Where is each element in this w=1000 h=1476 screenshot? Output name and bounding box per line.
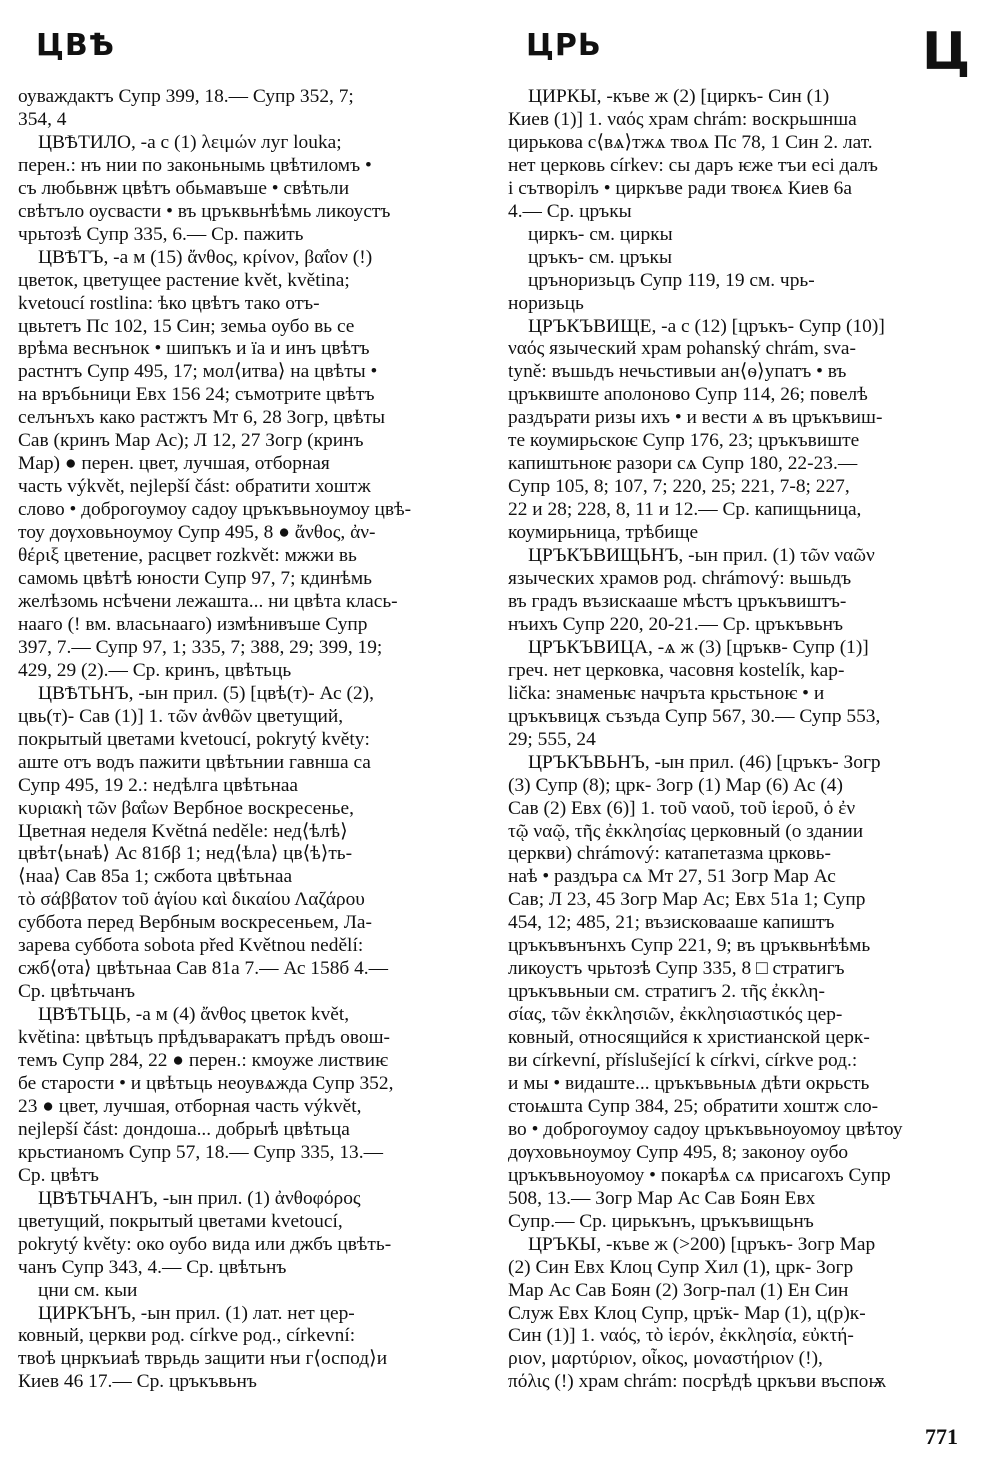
text-line: желѣзомь нсѣчени лежашта... ни цвѣта клась- xyxy=(18,590,398,612)
text-line: цръкъвицѫ съзъда Супр 567, 30.— Супр 553, xyxy=(508,705,881,727)
running-head-right: ЦРЬ xyxy=(526,28,602,63)
text-line: нет церковь církev: сы даръ ѥже тъи есі далъ xyxy=(508,154,878,176)
text-line: чанъ Супр 343, 4.— Ср. цвѣтьнъ xyxy=(18,1256,287,1278)
text-line: цни см. кыи xyxy=(38,1279,138,1301)
text-line: сжб⟨ота⟩ цвѣтьнаа Сав 81а 7.— Ас 158б 4.— xyxy=(18,958,389,980)
text-line: свѣтъло оусвасти • въ цръквьнѣѣмь ликоустъ xyxy=(18,200,391,222)
text-line: самомь цвѣтѣ юности Супр 97, 7; кдинѣмь xyxy=(18,568,373,590)
text-line: 22 и 28; 228, 8, 11 и 12.— Ср. капищьница, xyxy=(508,499,862,521)
text-line: крьстианомъ Супр 57, 18.— Супр 335, 13.— xyxy=(18,1141,383,1163)
text-line: ⟨наа⟩ Сав 85а 1; сжбота цвѣтьнаа xyxy=(18,866,293,888)
text-line: Цветная неделя Květná neděle: нед⟨ѣлѣ⟩ xyxy=(18,820,348,842)
text-line: ЦРЪКЪВИЩЕ, -а с (12) [цръкъ- Супр (10)] xyxy=(528,315,885,337)
text-line: Киев 46 17.— Ср. цръкъвьнъ xyxy=(18,1371,257,1393)
text-line: ЦВѢТЪ, -а м (15) ἄνθος, κρίνον, βαΐον (!) xyxy=(38,246,373,268)
text-line: бе старости • и цвѣтьць неоувѧжда Супр 352, xyxy=(18,1072,394,1094)
text-line: Мар) ● перен. цвет, лучшая, отборная xyxy=(18,453,330,475)
text-line: цвѣт⟨ьнаѣ⟩ Ас 81бβ 1; нед⟨ѣла⟩ цв⟨ѣ⟩ть- xyxy=(18,843,353,865)
text-line: коумирьница, трѣбище xyxy=(508,522,699,544)
text-line: ЦРЪКЪВИЦА, -ѧ ж (3) [цръкв- Супр (1)] xyxy=(528,636,869,658)
text-line: часть výkvět, nejlepší část: обратити хоштж xyxy=(18,476,371,498)
text-line: твоѣ цнркъиаѣ тврьдь защити нъи г⟨оспод⟩и xyxy=(18,1348,388,1370)
text-line: растнтъ Супр 495, 17; мол⟨итва⟩ на цвѣты • xyxy=(18,361,378,383)
text-line: на връбьници Евх 156 24; съмотрите цвѣтъ xyxy=(18,384,375,406)
text-line: τὸ σάββατον τοῦ ἁγίου καὶ δικαίου Λαζάρου xyxy=(18,889,365,911)
text-line: Супр 105, 8; 107, 7; 220, 25; 221, 7-8; 227, xyxy=(508,476,850,498)
text-line: pokrytý květy: око оубо вида или джбъ цвѣть- xyxy=(18,1233,392,1255)
text-line: покрытый цветами kvetoucí, pokrytý květy: xyxy=(18,728,370,750)
text-line: 354, 4 xyxy=(18,108,67,130)
text-line: аште отъ водъ пажити цвѣтьнии гавнша са xyxy=(18,751,371,773)
text-line: чрьтозѣ Супр 335, 6.— Ср. пажить xyxy=(18,223,304,245)
text-line: lička: знаменьѥ начрътa крьстьноѥ • и xyxy=(508,682,825,704)
text-line: церкви) chrámový: катапетазма црковь- xyxy=(508,843,831,865)
text-line: ликоустъ чрьтозѣ Супр 335, 8 □ стратигъ xyxy=(508,958,845,980)
left-column xyxy=(18,86,478,1394)
text-line: Служ Евх Клоц Супр, цръ̈к- Мар (1), ц(р)к- xyxy=(508,1302,866,1324)
text-line: ковный, церкви род. církve род., církevní: xyxy=(18,1325,356,1347)
text-line: цветок, цветущее растение květ, květina; xyxy=(18,269,350,291)
text-line: tyně: въшьдъ нечьстивыи ан⟨ѳ⟩упатъ • въ xyxy=(508,361,847,383)
text-line: nejlepší část: дондоша... добрыѣ цвѣтьца xyxy=(18,1118,350,1140)
text-line: Киев (1)] 1. ναός храм chrám: воскрьшнша xyxy=(508,108,857,130)
text-line: дѹховьноумоу Супр 495, 8; законоу оубо xyxy=(508,1141,849,1163)
section-letter: Ц xyxy=(922,22,971,82)
text-line: темъ Супр 284, 22 ● перен.: кмоуже листвиѥ xyxy=(18,1050,389,1072)
text-line: языческих храмов род. chrámový: вьшьдъ xyxy=(508,568,852,590)
text-line: Ср. цвѣтъ xyxy=(18,1164,99,1186)
text-line: ЦРЪКЪВИЩЬНЪ, -ын прил. (1) τῶν ναῶν xyxy=(528,545,875,567)
text-line: kvetoucí rostlina: ѣко цвѣтъ тако отъ- xyxy=(18,292,320,314)
text-line: ЦВѢТЬЧАНЪ, -ын прил. (1) ἀνθοφόρος xyxy=(38,1187,361,1209)
text-line: květina: цвѣтьцъ прѣдъваракатъ прѣдъ овош- xyxy=(18,1027,390,1049)
text-line: цръкъвьноуомоу • покарѣѧ сѧ присагохъ Супр xyxy=(508,1164,891,1186)
text-line: циркъ- см. циркы xyxy=(528,223,673,245)
text-line: Супр 495, 19 2.: недѣлга цвѣтьнаа xyxy=(18,774,299,796)
text-line: ναός языческий храм pohanský chrám, sva- xyxy=(508,338,856,360)
text-line: і сътворілъ • циркъве ради твоѥѧ Киев 6а xyxy=(508,177,852,199)
text-line: (3) Супр (8); црк- Зогр (1) Мар (6) Ас (4) xyxy=(508,774,843,796)
text-line: 397, 7.— Супр 97, 1; 335, 7; 388, 29; 399, 19; xyxy=(18,636,383,658)
text-line: θέριξ цветение, расцвет rozkvět: мжжи вь xyxy=(18,545,357,567)
text-line: ριον, μαρτύριον, οἶκος, μοναστήριον (!), xyxy=(508,1348,823,1370)
text-line: слово • доброгоумоу садоу цръкъвьноумоу цвѣ- xyxy=(18,499,412,521)
text-line: 29; 555, 24 xyxy=(508,728,596,750)
text-line: съ любьвнж цвѣтъ обьмавъше • свѣтьли xyxy=(18,177,350,199)
text-line: тоу дѹховьноумоу Супр 495, 8 ● ἄνθος, ἀν- xyxy=(18,522,376,544)
text-line: оуваждактъ Супр 399, 18.— Супр 352, 7; xyxy=(18,86,354,107)
running-head-left: ЦВѢ xyxy=(36,28,115,63)
text-line: цвьтетъ Пс 102, 15 Син; земьа оубо вь се xyxy=(18,315,355,337)
page-number: 771 xyxy=(925,1424,958,1449)
text-line: 429, 29 (2).— Ср. кринъ, цвѣтьць xyxy=(18,659,292,681)
text-line: πόλις (!) храм chrám: посрѣдѣ цркъви въспоѭ xyxy=(508,1371,887,1393)
text-line: ЦВѢТЬНЪ, -ын прил. (5) [цвѣ(т)- Ас (2), xyxy=(38,682,374,704)
text-line: врѣма веснънок • шипъкъ и їа и инъ цвѣтъ xyxy=(18,338,370,360)
text-line: 508, 13.— Зогр Мар Ас Сав Боян Евх xyxy=(508,1187,816,1209)
text-line: цръквиште аполоново Супр 114, 26; повелѣ xyxy=(508,384,868,406)
text-line: перен.: нъ нии по законьнымь цвѣтиломъ • xyxy=(18,154,372,176)
text-line: ЦРЪКЫ, -къве ж (>200) [цръкъ- Зогр Мар xyxy=(528,1233,876,1255)
text-line: цръкъ- см. цръкы xyxy=(528,246,672,268)
text-line: (2) Син Евх Клоц Супр Хил (1), црк- Зогр xyxy=(508,1256,854,1278)
text-line: ковный, относящийся к христианской церк- xyxy=(508,1027,870,1049)
text-line: Сав; Л 23, 45 Зогр Мар Ас; Евх 51а 1; Супр xyxy=(508,889,866,911)
text-line: κυριακὴ τῶν βαΐων Вербное воскресенье, xyxy=(18,797,354,819)
text-line: ЦРЪКЪВЬНЪ, -ын прил. (46) [цръкъ- Зогр xyxy=(528,751,881,773)
text-line: цветущий, покрытый цветами kvetoucí, xyxy=(18,1210,343,1232)
text-line: цръноризьцъ Супр 119, 19 см. чрь- xyxy=(528,269,815,291)
text-line: капиштьноѥ разори сѧ Супр 180, 22-23.— xyxy=(508,453,858,475)
text-line: суббота перед Вербным воскресеньем, Ла- xyxy=(18,912,372,934)
text-line: ЦИРКЪНЪ, -ын прил. (1) лат. нет цер- xyxy=(38,1302,355,1324)
text-line: въ градъ възискааше мѣстъ цръкъвиштъ- xyxy=(508,590,847,612)
text-line: греч. нет церковка, часовня kostelík, kap- xyxy=(508,659,845,681)
text-line: Син (1)] 1. ναός, τὸ ἱερόν, ἐκκλησία, εὐκτή- xyxy=(508,1325,854,1347)
text-line: Ср. цвѣтьчанъ xyxy=(18,981,135,1003)
text-line: ЦВѢТЬЦЬ, -а м (4) ἄνθος цветок květ, xyxy=(38,1004,350,1026)
text-line: наѣ • раздъра сѧ Мт 27, 51 Зогр Мар Ас xyxy=(508,866,836,888)
text-line: цвь(т)- Сав (1)] 1. τῶν ἀνθῶν цветущий, xyxy=(18,705,344,727)
text-line: ЦИРКЫ, -къве ж (2) [циркъ- Син (1) xyxy=(528,86,830,107)
text-line: цирькова с⟨вѧ⟩тжѧ твоѧ Пс 78, 1 Син 2. лат. xyxy=(508,131,873,153)
text-line: ЦВѢТИЛО, -а с (1) λειμών луг louka; xyxy=(38,131,342,153)
text-line: Мар Ас Сав Боян (2) Зогр-пал (1) Ен Син xyxy=(508,1279,849,1301)
text-line: раздърати ризы ихъ • и вести ѧ въ цръкъвиш- xyxy=(508,407,883,429)
text-line: зарева суббота sobota před Květnou nedělí: xyxy=(18,935,364,957)
text-line: те коумирьскоѥ Супр 176, 23; цръкъвиште xyxy=(508,430,860,452)
text-line: цръкъвънънхъ Супр 221, 9; въ цръквьнѣѣмь xyxy=(508,935,871,957)
text-line: и мы • видаште... цръкъвьныѧ дѣти окрьсть xyxy=(508,1072,870,1094)
text-line: норизьць xyxy=(508,292,584,314)
text-line: цръкъвьныи см. стратигъ 2. τῆς ἐκκλη- xyxy=(508,981,825,1003)
right-column xyxy=(508,86,968,1394)
text-line: стоѩшта Супр 384, 25; обратити хоштж сло- xyxy=(508,1095,879,1117)
text-line: нъихъ Супр 220, 20-21.— Ср. цръкъвьнъ xyxy=(508,613,844,635)
text-line: τῷ ναῷ, τῆς ἐκκλησίας церковный (о здании xyxy=(508,820,864,842)
text-line: во • доброгоумоу садоу цръкъвьноуомоу цвѣтоу xyxy=(508,1118,903,1140)
text-line: Сав (кринъ Мар Ас); Л 12, 27 Зогр (кринъ xyxy=(18,430,364,452)
text-line: 4.— Ср. цръкы xyxy=(508,200,632,222)
text-line: 23 ● цвет, лучшая, отборная часть výkvět, xyxy=(18,1095,362,1117)
text-line: нааго (! вм. власьнааго) измѣнивъше Супр xyxy=(18,613,368,635)
text-line: ви církevní, příslušející k církvi, církve род.: xyxy=(508,1050,858,1072)
text-line: Сав (2) Евх (6)] 1. τοῦ ναοῦ, τοῦ ἱεροῦ, ὁ ἐν xyxy=(508,797,856,819)
text-line: Супр.— Ср. цирькънъ, цръкъвищьнъ xyxy=(508,1210,814,1232)
text-line: 454, 12; 485, 21; възисковааше капиштъ xyxy=(508,912,835,934)
text-line: селънъхъ како растжтъ Мт 6, 28 Зогр, цвѣты xyxy=(18,407,385,429)
text-line: σίας, τῶν ἐκκλησιῶν, ἐκκλησιαστικός цер- xyxy=(508,1004,843,1026)
